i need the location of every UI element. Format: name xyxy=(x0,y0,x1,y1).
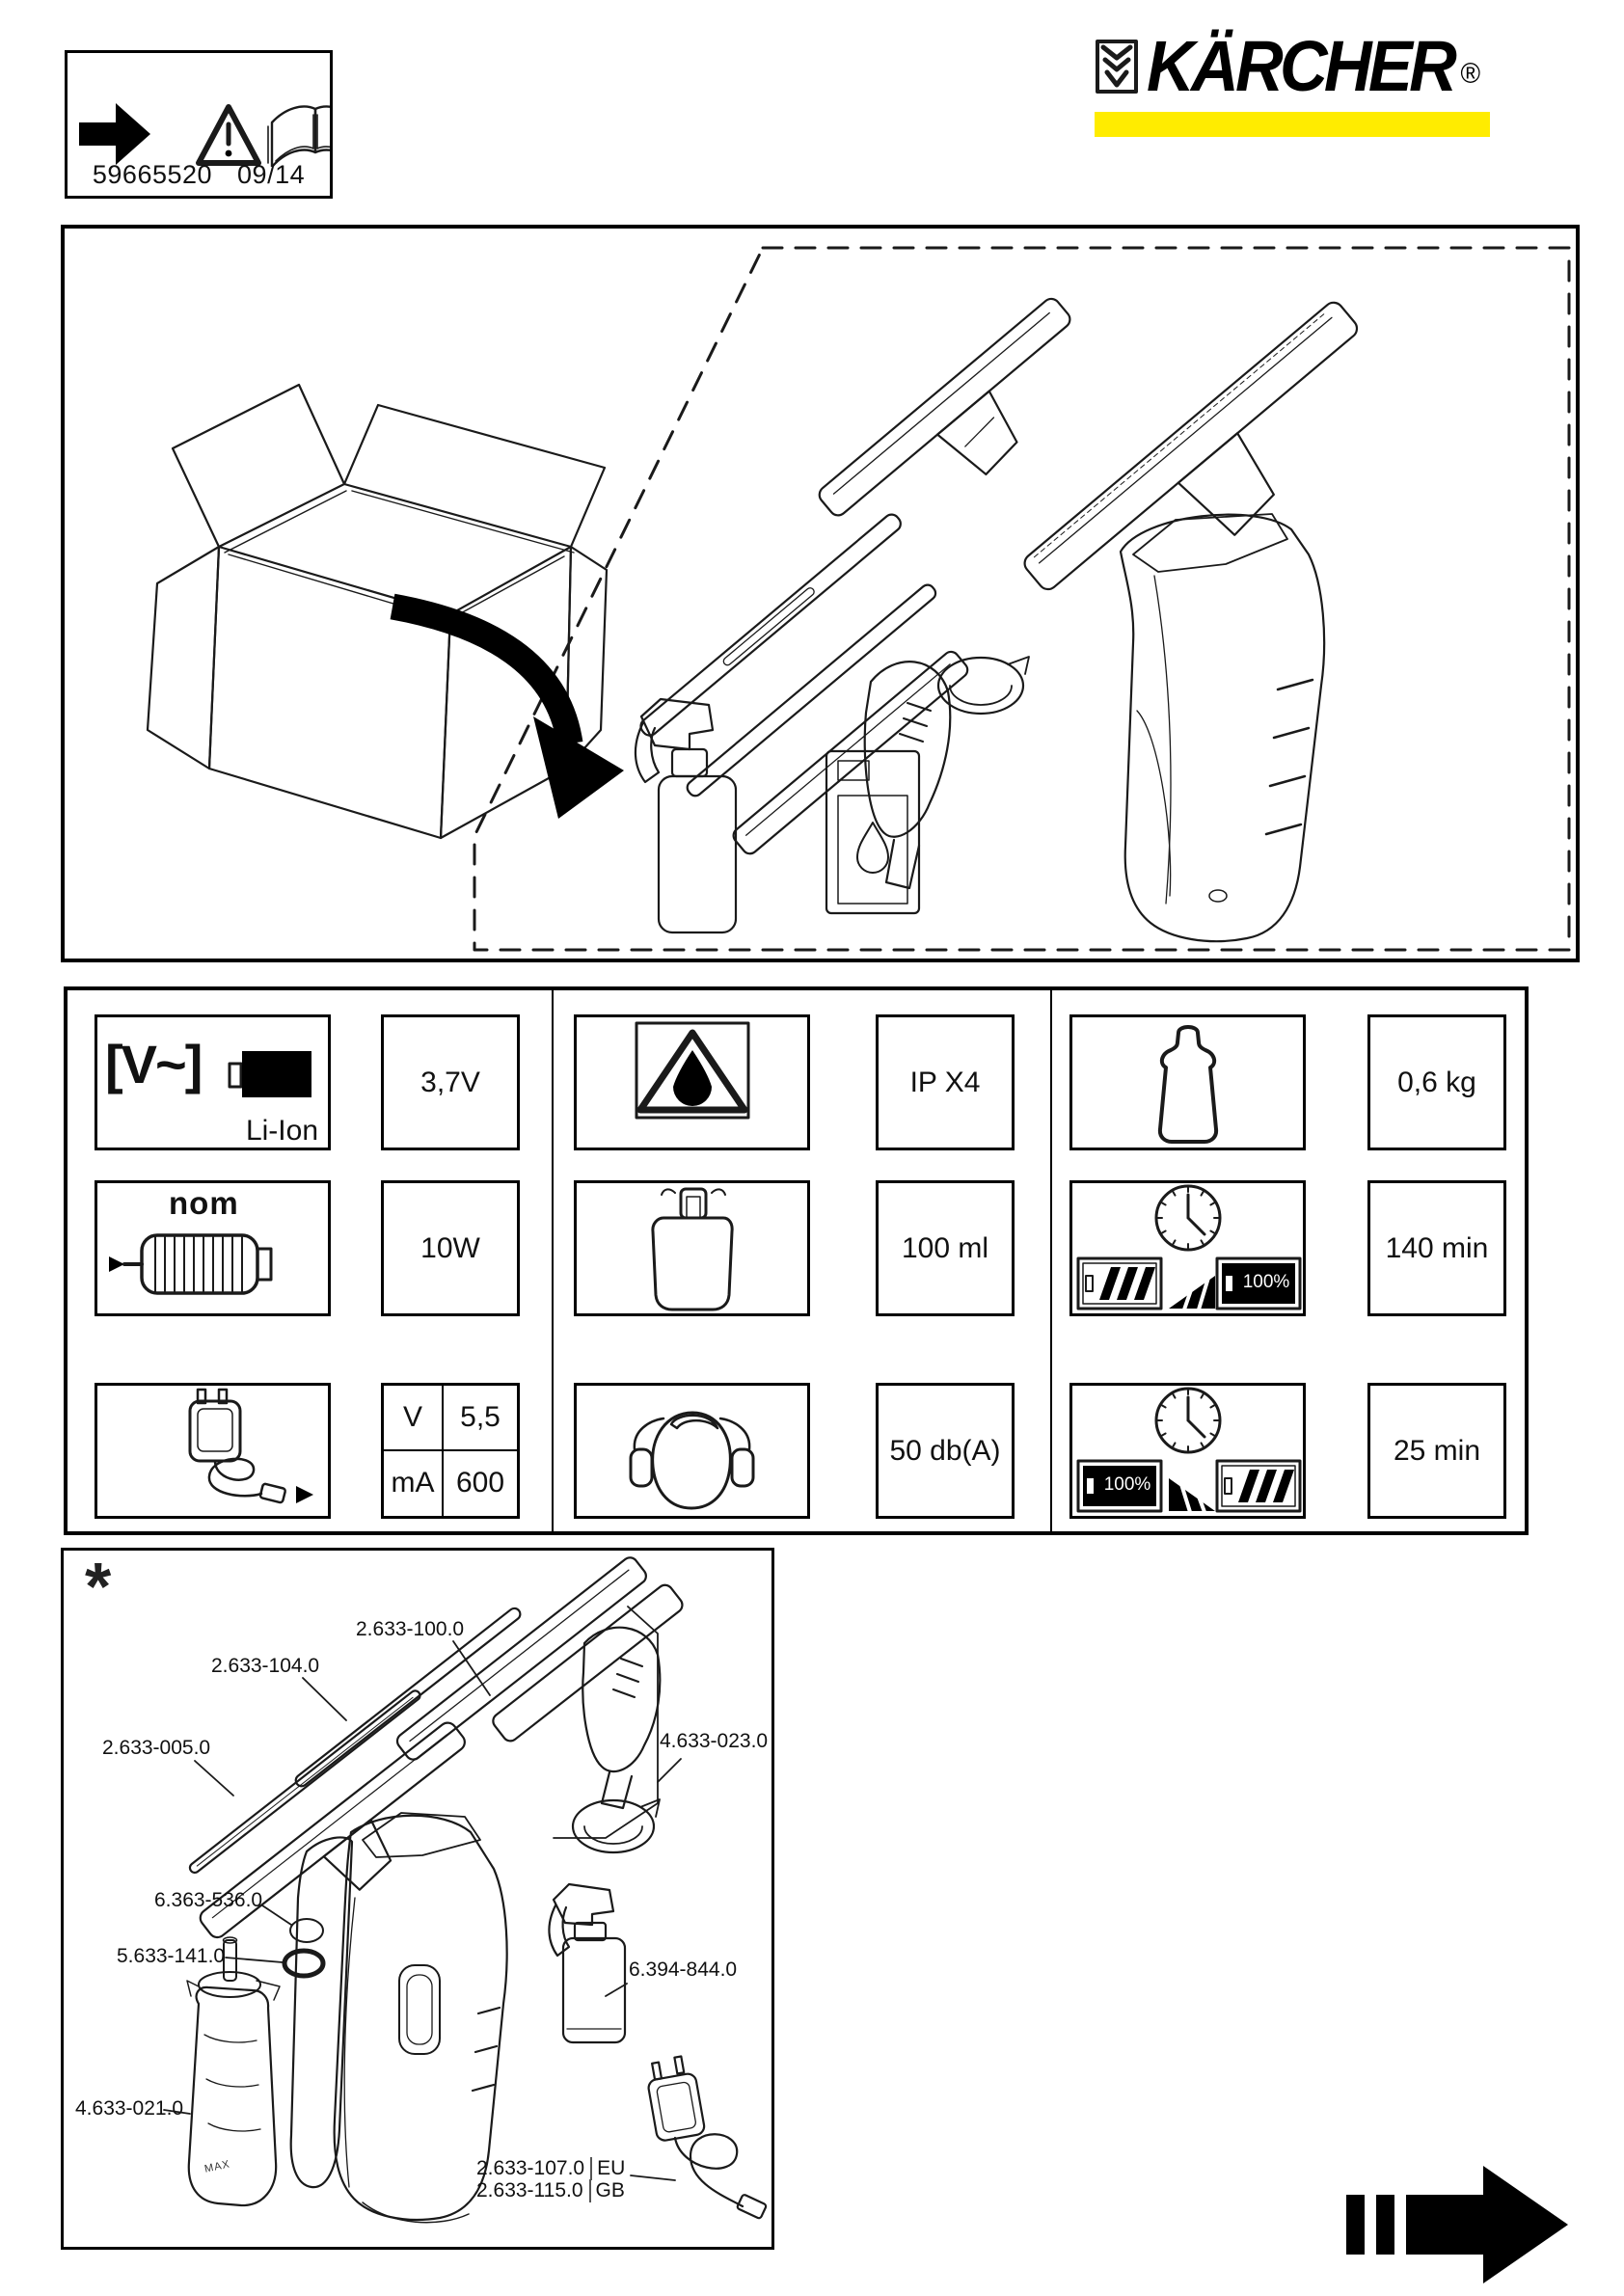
part-label xyxy=(476,2157,625,2180)
part-number: 6.394-844.0 xyxy=(629,1958,738,1981)
charger-volt-unit: V xyxy=(384,1386,444,1451)
doc-codes xyxy=(68,160,330,190)
charging-time-icon-cell xyxy=(1069,1180,1306,1316)
spec-value-weight: 0,6 kg xyxy=(1367,1014,1506,1150)
doc-info-box xyxy=(65,50,333,199)
spec-table xyxy=(64,986,1529,1535)
part-number: 4.633-023.0 xyxy=(660,1730,769,1752)
part-label xyxy=(476,2179,625,2202)
spec-value-tank: 100 ml xyxy=(876,1180,1015,1316)
part-number: 5.633-141.0 xyxy=(117,1945,226,1967)
part-label xyxy=(75,2097,183,2120)
run-time-icon xyxy=(1072,1386,1303,1516)
part-label xyxy=(356,1618,464,1641)
part-number: 2.633-100.0 xyxy=(356,1618,465,1640)
part-number: 4.633-021.0 xyxy=(75,2097,184,2120)
charging-time-icon xyxy=(1072,1183,1303,1313)
battery-empty-icon xyxy=(1078,1258,1161,1309)
cardboard-box-art xyxy=(148,385,607,838)
part-art-suction-head xyxy=(490,1582,686,1852)
part-region: GB xyxy=(589,2179,625,2202)
detergent-sachet-art xyxy=(826,751,919,913)
spec-divider-1 xyxy=(552,990,554,1531)
part-region: EU xyxy=(590,2157,625,2180)
suction-head-grip-art xyxy=(730,649,970,888)
unpack-arrow-icon xyxy=(392,607,624,819)
next-page-arrow-icon xyxy=(1339,2162,1575,2289)
doc-number: 59665520 xyxy=(92,160,213,189)
charge-ramp-down-icon xyxy=(1169,1478,1215,1512)
charger-icon-cell xyxy=(95,1383,331,1519)
charger-rating-table xyxy=(381,1383,520,1519)
part-label xyxy=(117,1945,225,1968)
motor-icon-cell xyxy=(95,1180,331,1316)
footnote-asterisk: * xyxy=(85,1549,112,1624)
water-drop-warning-icon xyxy=(577,1017,807,1148)
brand-row xyxy=(1095,26,1494,106)
noise-icon-cell xyxy=(574,1383,810,1519)
part-art-spray-bottle xyxy=(549,1884,625,2042)
doc-date: 09/14 xyxy=(237,160,306,189)
part-number: 2.633-005.0 xyxy=(102,1737,211,1759)
arrow-right-icon xyxy=(79,103,150,165)
part-number: 2.633-115.0 xyxy=(476,2179,583,2201)
run-time-icon-cell xyxy=(1069,1383,1306,1519)
squeegee-head-small-art xyxy=(816,295,1113,566)
battery-empty-icon xyxy=(1217,1461,1300,1511)
karcher-mark-icon xyxy=(1095,39,1139,95)
tank-max-marking: MAX xyxy=(203,2158,231,2175)
squeegee-head-large-art xyxy=(1021,299,1410,652)
spec-value-noise: 50 db(A) xyxy=(876,1383,1015,1519)
part-label xyxy=(660,1730,768,1753)
part-label xyxy=(102,1737,210,1760)
part-number: 6.363-536.0 xyxy=(154,1889,263,1911)
charge-ramp-up-icon xyxy=(1169,1276,1215,1310)
tank-icon-cell xyxy=(574,1180,810,1316)
charger-volt-value: 5,5 xyxy=(444,1386,517,1451)
battery-percent-label: 100% xyxy=(1242,1272,1290,1292)
spec-value-voltage: 3,7V xyxy=(381,1014,520,1150)
registered-mark: ® xyxy=(1460,58,1477,90)
spec-value-run-time: 25 min xyxy=(1367,1383,1506,1519)
part-label xyxy=(154,1889,262,1912)
weight-icon xyxy=(1072,1017,1303,1148)
charger-current-unit: mA xyxy=(384,1451,444,1517)
part-label xyxy=(629,1958,737,1982)
nominal-label: nom xyxy=(169,1185,239,1221)
unboxing-illustration xyxy=(65,229,1576,959)
brand-logo xyxy=(1095,26,1529,145)
open-book-icon xyxy=(268,107,330,167)
warning-triangle-icon xyxy=(199,107,258,163)
splash-warning-icon-cell xyxy=(574,1014,810,1150)
spare-blades-art xyxy=(637,511,938,798)
part-number: 2.633-107.0 xyxy=(476,2157,585,2179)
charger-current-value: 600 xyxy=(455,1467,505,1499)
ear-protection-icon xyxy=(577,1386,807,1516)
read-manual-icons xyxy=(68,59,330,167)
weight-icon-cell xyxy=(1069,1014,1306,1150)
brand-wordmark xyxy=(1147,26,1477,106)
motor-icon xyxy=(107,1226,310,1307)
battery-percent-label: 100% xyxy=(1103,1474,1151,1495)
brand-accent-bar xyxy=(1095,112,1490,137)
charger-icon xyxy=(97,1386,328,1516)
spec-value-power: 10W xyxy=(381,1180,520,1316)
battery-icon xyxy=(228,1044,316,1104)
spec-value-protection: IP X4 xyxy=(876,1014,1015,1150)
part-art-tank xyxy=(187,1937,280,2205)
unboxing-illustration-box xyxy=(61,225,1580,962)
charger-rating-grid xyxy=(384,1386,517,1516)
part-art-device-body xyxy=(291,1813,507,2223)
part-label xyxy=(211,1655,319,1678)
spec-value-charging-time: 140 min xyxy=(1367,1180,1506,1316)
battery-type-icon-cell xyxy=(95,1014,331,1150)
part-art-charger xyxy=(644,2055,767,2220)
device-body-art xyxy=(1121,514,1324,941)
voltage-bracket-label: [V~] xyxy=(105,1034,202,1094)
spare-parts-box xyxy=(61,1548,774,2250)
battery-chemistry-label: Li-Ion xyxy=(245,1115,318,1147)
box-contents-outline xyxy=(474,248,1569,950)
spec-divider-2 xyxy=(1050,990,1052,1531)
spray-bottle-art xyxy=(636,699,736,932)
part-art-orings xyxy=(284,1919,323,1976)
brand-text: KÄRCHER xyxy=(1147,26,1454,106)
water-tank-icon xyxy=(577,1183,807,1313)
part-number: 2.633-104.0 xyxy=(211,1655,320,1677)
